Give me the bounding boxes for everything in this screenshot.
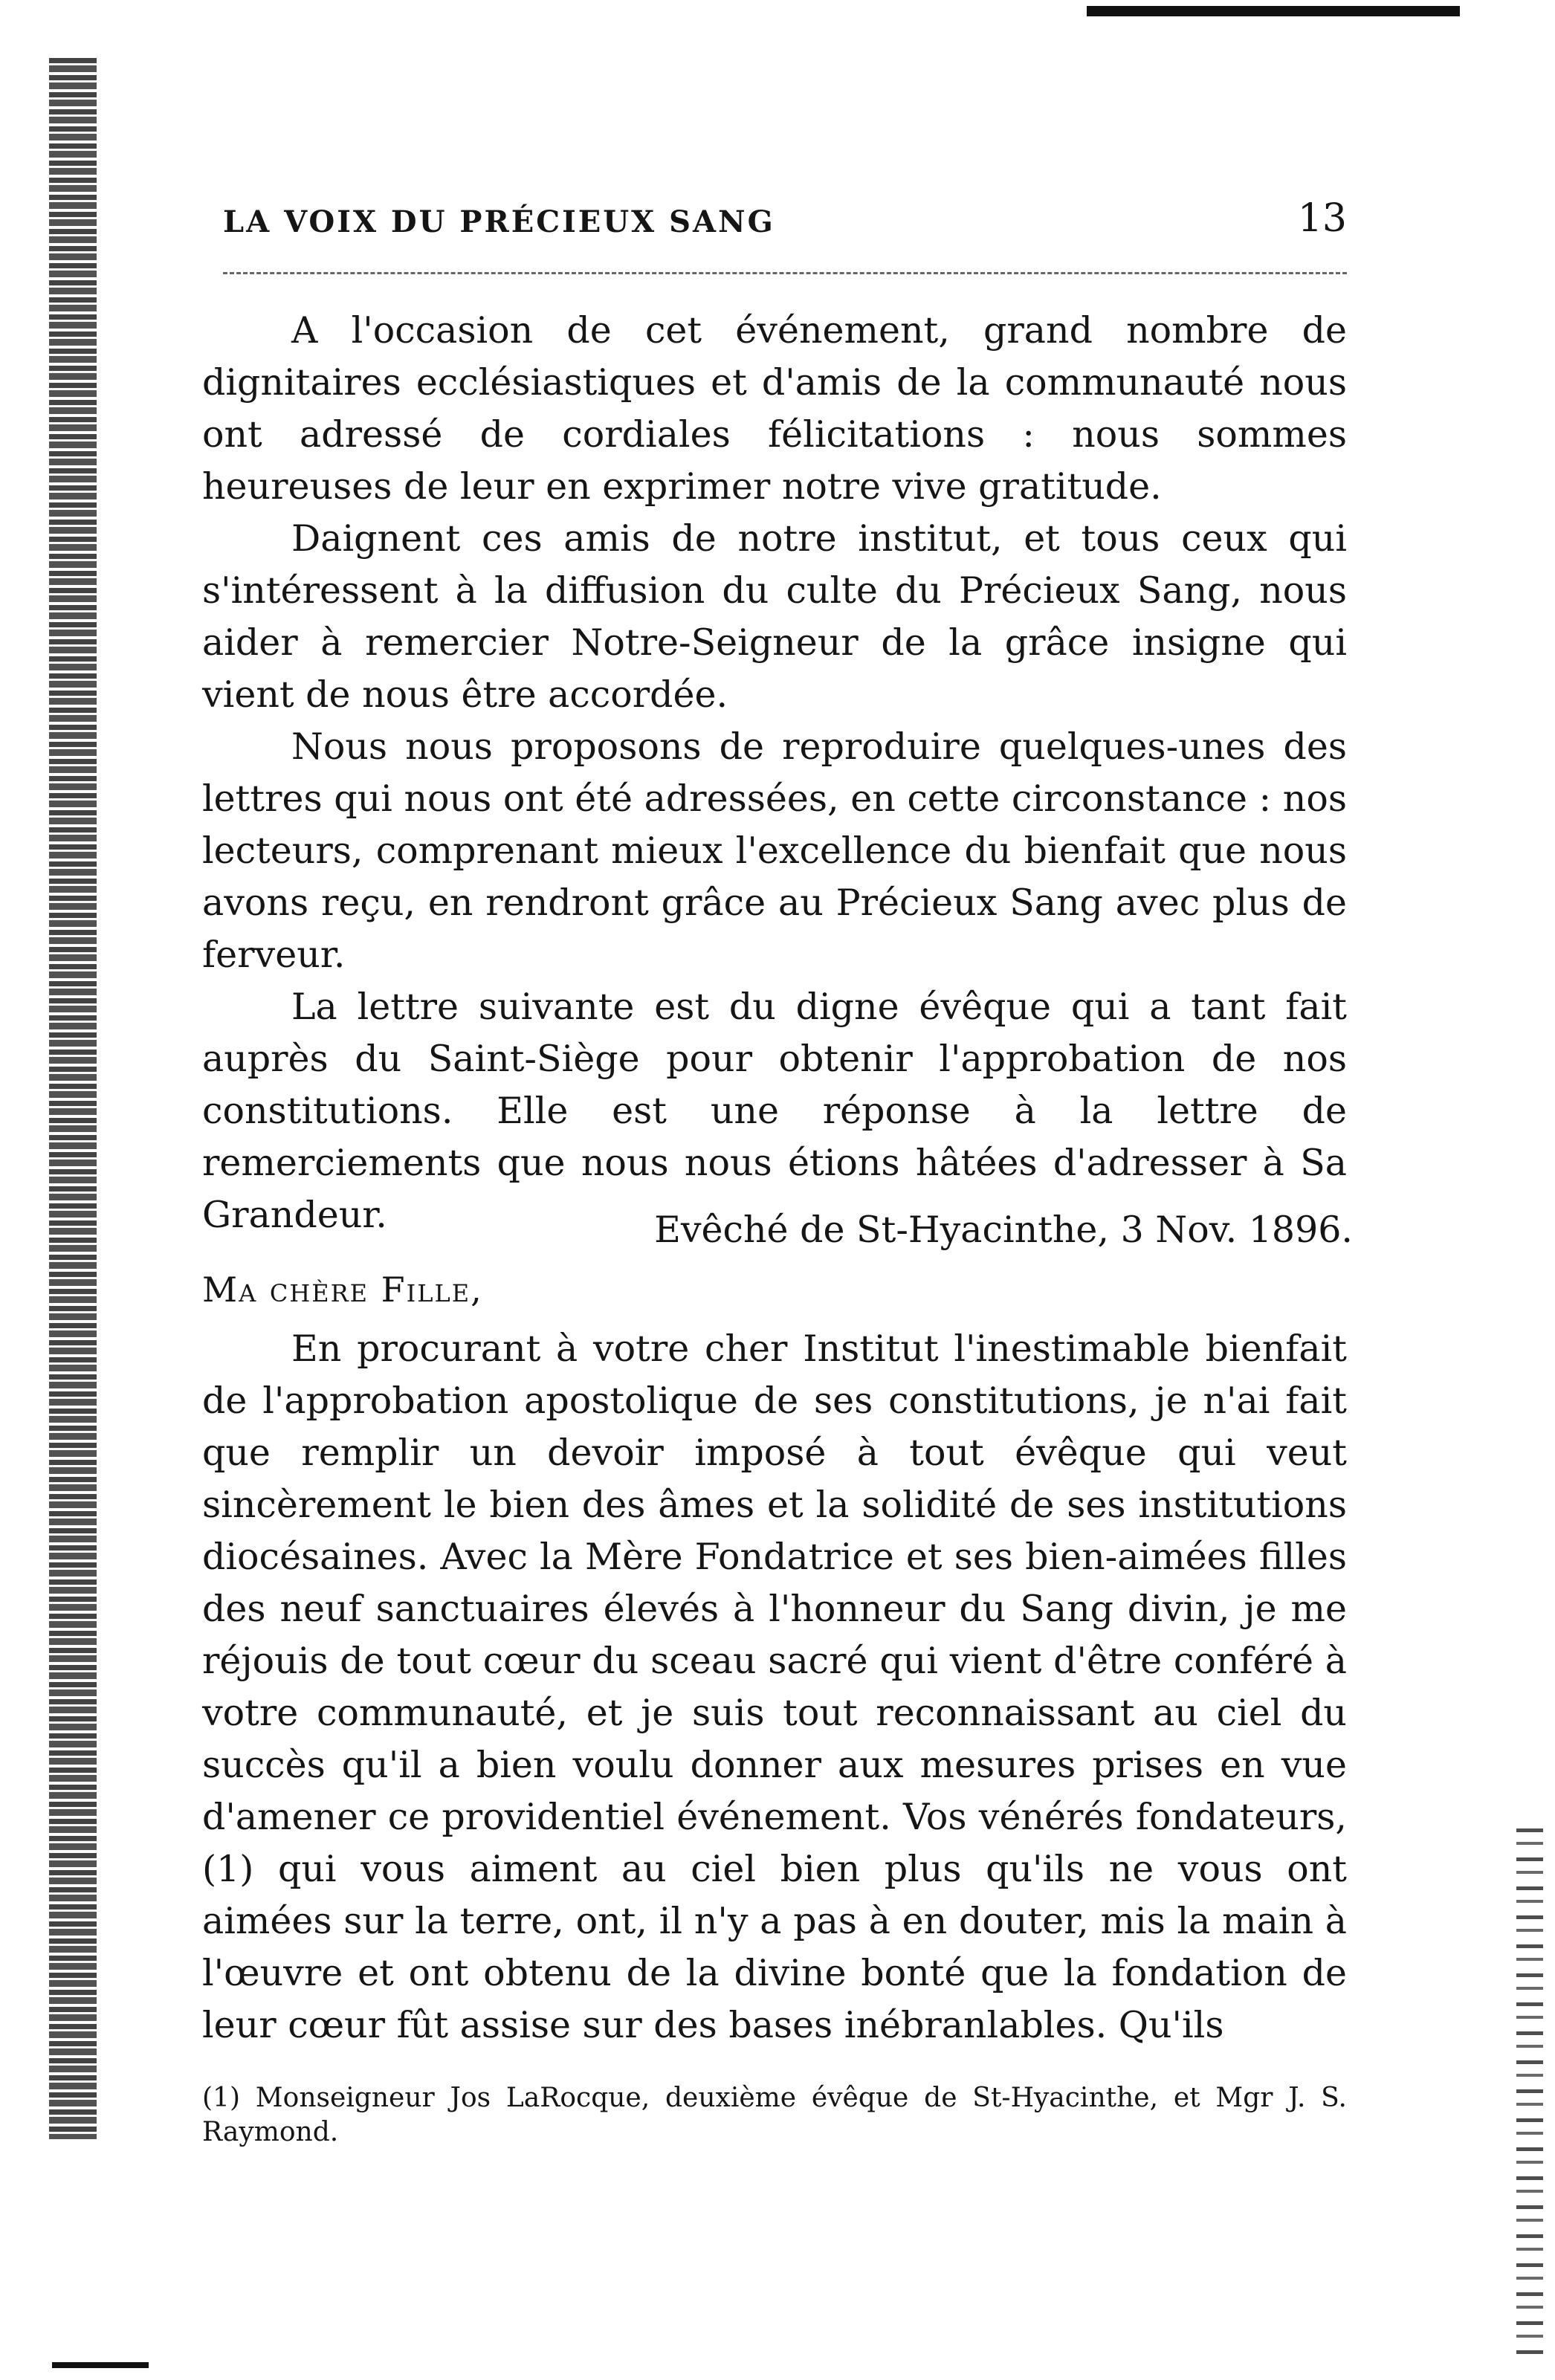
bottom-rule xyxy=(52,2362,149,2368)
paragraph-text: A l'occasion de cet événement, grand nombre de dignitaires ecclésiastiques et d'amis de la communauté nous ont adressé de cordiales félicitations : nous sommes heureuses de leur en exprimer notre vive gratitude. xyxy=(202,309,1347,508)
letter-dateline: Evêché de St-Hyacinthe, 3 Nov. 1896. xyxy=(654,1209,1353,1251)
running-title: LA VOIX DU PRÉCIEUX SANG xyxy=(223,204,775,239)
paragraph-text: Daignent ces amis de notre institut, et tous ceux qui s'intéressent à la diffusion du culte du Précieux Sang, nous aider à remercier Notre-Seigneur de la grâce insigne qui vient de nous être accordée. xyxy=(202,517,1347,716)
top-rule xyxy=(1087,6,1460,16)
scan-right-edge xyxy=(1516,1828,1543,2364)
page-number: 13 xyxy=(1297,196,1347,241)
paragraph xyxy=(202,305,1347,513)
paragraph xyxy=(202,981,1347,1241)
paragraph-text: La lettre suivante est du digne évêque qui a tant fait auprès du Saint-Siège pour obtenir l'approbation de nos constitutions. Elle est une réponse à la lettre de remerciements que nous nous étions hâtées d'adresser à Sa Grandeur. xyxy=(202,986,1347,1236)
letter-salutation: Ma chère Fille, xyxy=(202,1270,483,1310)
header-rule xyxy=(223,272,1347,274)
paragraph xyxy=(202,721,1347,981)
footnote: (1) Monseigneur Jos LaRocque, deuxième évêque de St-Hyacinthe, et Mgr J. S. Raymond. xyxy=(202,2083,1347,2147)
scan-left-edge xyxy=(49,58,97,2139)
paragraph-text: Nous nous proposons de reproduire quelques-unes des lettres qui nous ont été adressées, en cette circonstance : nos lecteurs, comprenant mieux l'excellence du bienfait que nous avons reçu, en rendront grâce au Précieux Sang avec plus de ferveur. xyxy=(202,725,1347,976)
letter-body xyxy=(202,1323,1347,2051)
letter-text: En procurant à votre cher Institut l'inestimable bienfait de l'approbation apostolique de ses constitutions, je n'ai fait que remplir un devoir imposé à tout évêque qui veut sincèrement le bien des âmes et la solidité de ses institutions diocésaines. Avec la Mère Fondatrice et ses bien-aimées filles des neuf sanctuaires élevés à l'honneur du Sang divin, je me réjouis de tout cœur du sceau sacré qui vient d'être conféré à votre communauté, et je suis tout reconnaissant au ciel du succès qu'il a bien voulu donner aux mesures prises en vue d'amener ce providentiel événement. Vos vénérés fondateurs, (1) qui vous aiment au ciel bien plus qu'ils ne vous ont aimées sur la terre, ont, il n'y a pas à en douter, mis la main à l'œuvre et ont obtenu de la divine bonté que la fondation de leur cœur fût assise sur des bases inébranlables. Qu'ils xyxy=(202,1328,1347,2046)
paragraph xyxy=(202,513,1347,721)
